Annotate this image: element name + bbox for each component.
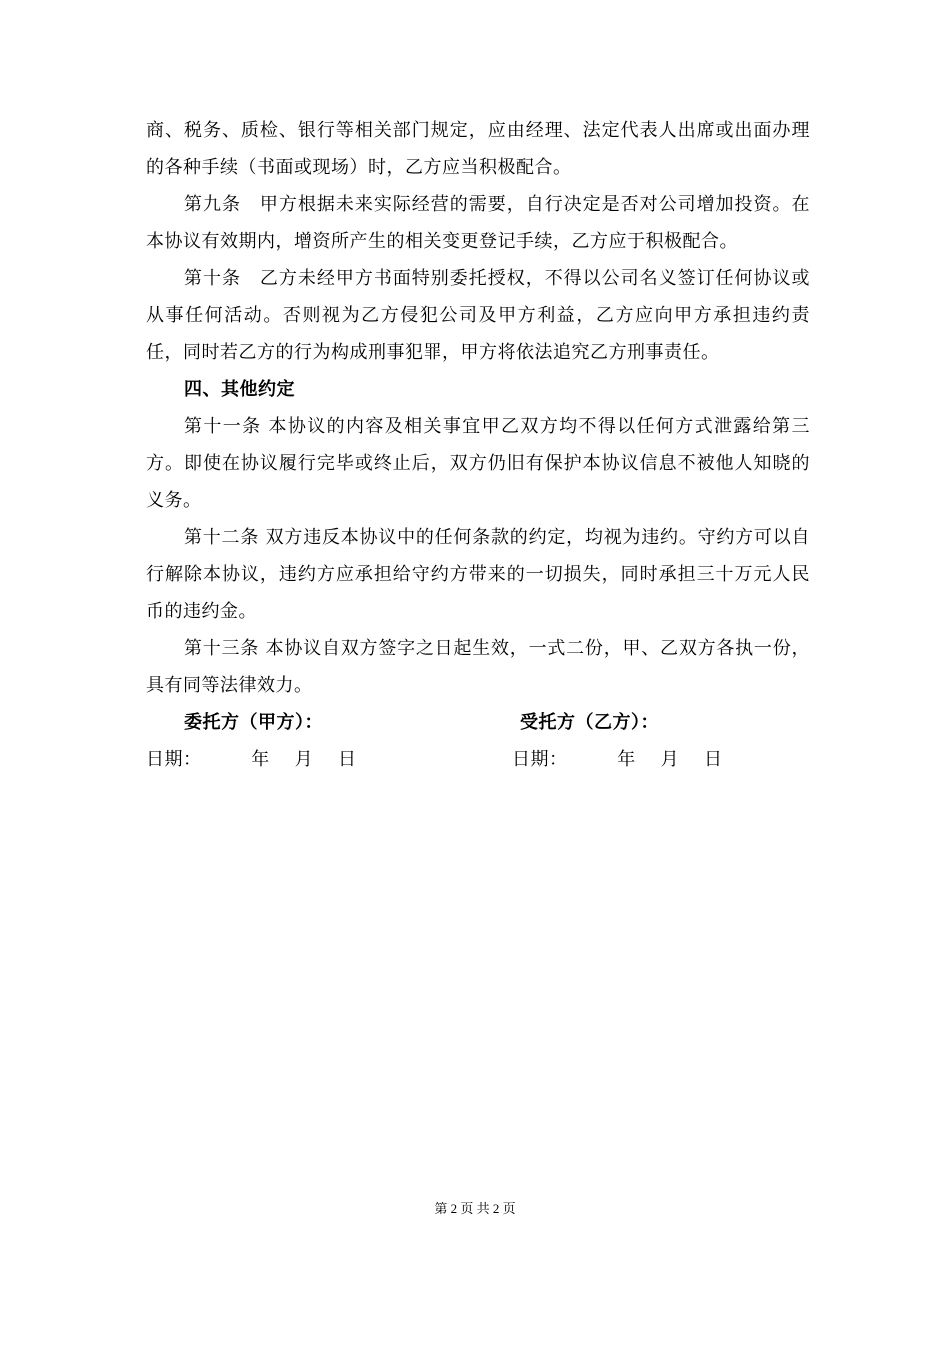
signature-dates-row — [146, 741, 810, 778]
article-10: 第十条 乙方未经甲方书面特别委托授权，不得以公司名义签订任何协议或从事任何活动。否则视为乙方侵犯公司及甲方利益，乙方应向甲方承担违约责任，同时若乙方的行为构成刑事犯罪，甲方将依法追究乙方刑事责任。 — [146, 268, 810, 363]
section-heading-other: 四、其他约定 — [184, 379, 295, 400]
article-12: 第十二条 双方违反本协议中的任何条款的约定，均视为违约。守约方可以自行解除本协议，违约方应承担给守约方带来的一切损失，同时承担三十万元人民币的违约金。 — [146, 527, 810, 622]
article-13: 第十三条 本协议自双方签字之日起生效，一式二份，甲、乙双方各执一份，具有同等法律效力。 — [146, 638, 810, 696]
document-body — [146, 112, 810, 778]
signature-labels-row — [146, 704, 810, 741]
article-9: 第九条 甲方根据未来实际经营的需要，自行决定是否对公司增加投资。在本协议有效期内，增资所产生的相关变更登记手续，乙方应于积极配合。 — [146, 194, 810, 252]
article-11: 第十一条 本协议的内容及相关事宜甲乙双方均不得以任何方式泄露给第三方。即使在协议履行完毕或终止后，双方仍旧有保护本协议信息不被他人知晓的义务。 — [146, 416, 810, 511]
party-a-label: 委托方（甲方）： — [184, 712, 323, 733]
party-b-date: 日期： 年 月 日 — [512, 749, 723, 770]
paragraph-continuation: 商、税务、质检、银行等相关部门规定，应由经理、法定代表人出席或出面办理的各种手续（书面或现场）时，乙方应当积极配合。 — [146, 120, 810, 178]
party-a-date: 日期： 年 月 日 — [146, 749, 357, 770]
party-b-label: 受托方（乙方）： — [520, 712, 659, 733]
page-footer: 第 2 页 共 2 页 — [434, 1201, 516, 1216]
